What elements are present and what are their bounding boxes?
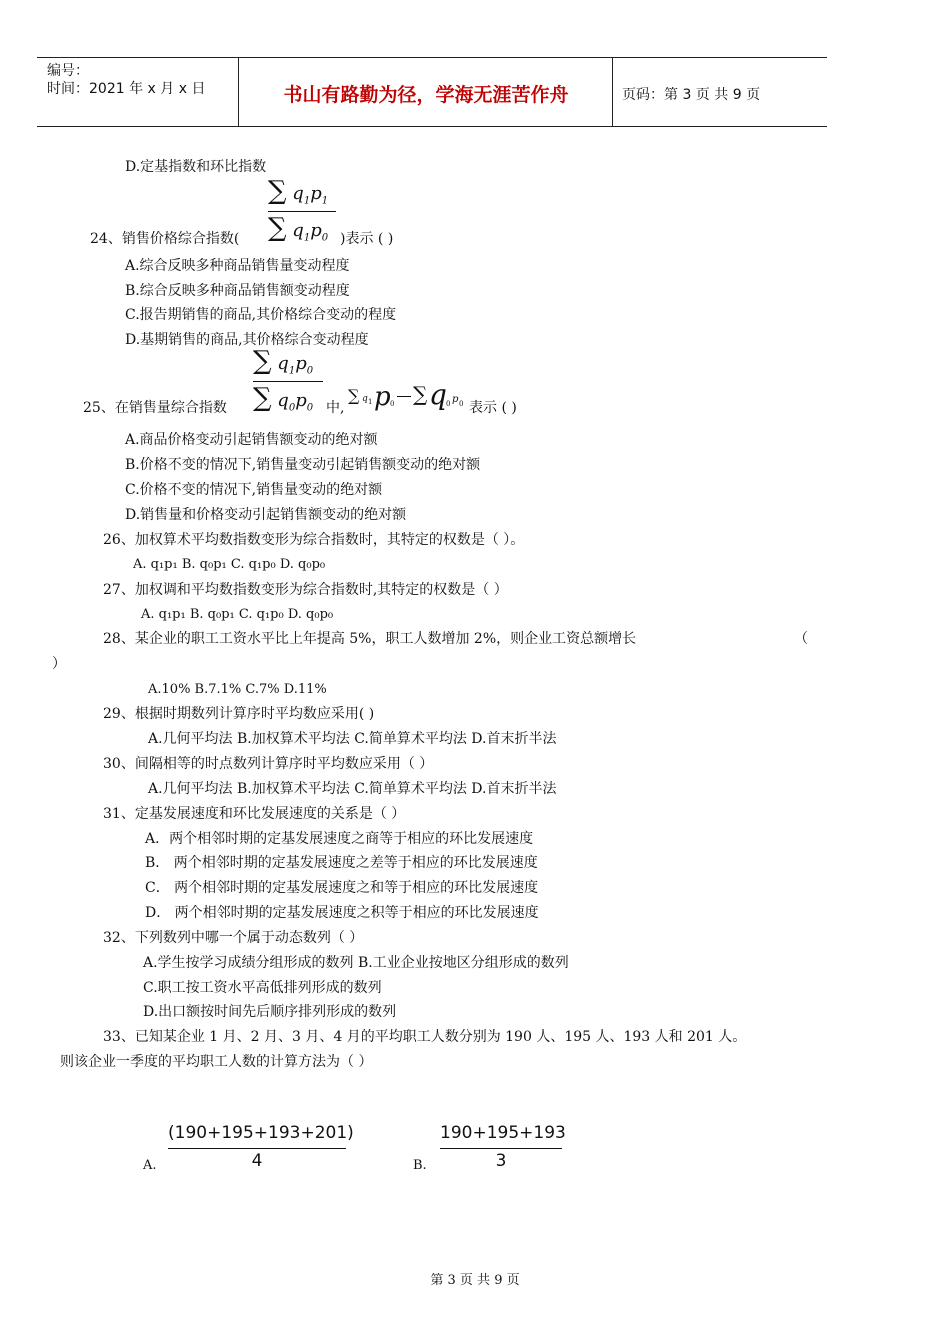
q32-option-d: D.出口额按时间先后顺序排列形成的数列: [143, 1004, 397, 1020]
q32-options-ab: A.学生按学习成绩分组形成的数列 B.工业企业按地区分组形成的数列: [143, 955, 569, 971]
q24-option-d: D.基期销售的商品,其价格综合变动程度: [125, 332, 369, 348]
q25-difference-formula: ∑ q 1 p 0 ∑ q 0 p 0: [348, 378, 464, 412]
q32-option-c: C.职工按工资水平高低排列形成的数列: [143, 980, 382, 996]
q25-option-b: B.价格不变的情况下,销售量变动引起销售额变动的绝对额: [125, 457, 481, 473]
header-divider: [612, 58, 613, 126]
document-number-label: 编号：: [47, 63, 89, 79]
q33-option-a-label: A.: [143, 1158, 157, 1173]
q25-stem: 25、在销售量综合指数: [83, 400, 227, 416]
document-time-label: 时间：2021 年 x 月 x 日: [47, 81, 206, 97]
q24-fraction: ∑ $q_1p_1$ ∑ $q_1p_0$: [268, 176, 338, 248]
q31-stem: 31、定基发展速度和环比发展速度的关系是（ ）: [103, 806, 406, 822]
q28-paren-close: ）: [52, 656, 66, 672]
q23-option-d: D.定基指数和环比指数: [125, 159, 267, 175]
header-divider: [238, 58, 239, 126]
q28-options: A.10% B.7.1% C.7% D.11%: [148, 682, 327, 697]
q30-options: A.几何平均法 B.加权算术平均法 C.简单算术平均法 D.首末折半法: [148, 781, 557, 797]
q24-stem: 24、销售价格综合指数(: [90, 231, 240, 247]
q33-option-b-fraction: 190+195+193 3: [440, 1123, 566, 1171]
q31-option-b: B． 两个相邻时期的定基发展速度之差等于相应的环比发展速度: [145, 855, 538, 871]
q31-option-a: A．两个相邻时期的定基发展速度之商等于相应的环比发展速度: [145, 831, 534, 847]
q25-option-c: C.价格不变的情况下,销售量变动的绝对额: [125, 482, 383, 498]
q25-option-a: A.商品价格变动引起销售额变动的绝对额: [125, 432, 378, 448]
q27-options: A. q₁p₁ B. q₀p₁ C. q₁p₀ D. q₀p₀: [141, 607, 334, 622]
q25-stem-mid: 中,: [326, 400, 345, 416]
q31-option-d: D． 两个相邻时期的定基发展速度之积等于相应的环比发展速度: [145, 905, 539, 921]
page-footer: 第 3 页 共 9 页: [430, 1273, 520, 1288]
q29-options: A.几何平均法 B.加权算术平均法 C.简单算术平均法 D.首末折半法: [148, 731, 557, 747]
q33-option-b-label: B.: [413, 1158, 427, 1173]
q33-stem-line1: 33、已知某企业 1 月、2 月、3 月、4 月的平均职工人数分别为 190 人、195 人、193 人和 201 人。: [103, 1029, 747, 1045]
q24-option-c: C.报告期销售的商品,其价格综合变动的程度: [125, 307, 397, 323]
q28-paren-open: （: [794, 631, 808, 647]
q28-stem: 28、某企业的职工工资水平比上年提高 5%，职工人数增加 2%，则企业工资总额增长: [103, 631, 637, 647]
header-meta: [47, 62, 205, 98]
q24-option-a: A.综合反映多种商品销售量变动程度: [125, 258, 350, 274]
q24-stem-tail: )表示 ( ): [340, 231, 394, 247]
q33-option-a-fraction: (190+195+193+201) 4: [168, 1123, 354, 1171]
q27-stem: 27、加权调和平均数指数变形为综合指数时,其特定的权数是（ ）: [103, 582, 508, 598]
q32-stem: 32、下列数列中哪一个属于动态数列（ ）: [103, 930, 364, 946]
q29-stem: 29、根据时期数列计算序时平均数应采用( ): [103, 706, 375, 722]
q25-stem-tail: 表示 ( ): [469, 400, 517, 416]
q26-stem: 26、加权算术平均数指数变形为综合指数时，其特定的权数是（ ）。: [103, 532, 525, 548]
q25-fraction: ∑ $q_1p_0$ ∑ $q_0p_0$: [253, 346, 325, 418]
q25-option-d: D.销售量和价格变动引起销售额变动的绝对额: [125, 507, 407, 523]
q31-option-c: C． 两个相邻时期的定基发展速度之和等于相应的环比发展速度: [145, 880, 539, 896]
q30-stem: 30、间隔相等的时点数列计算序时平均数应采用（ ）: [103, 756, 434, 772]
header-page-label: 页码：第 3 页 共 9 页: [622, 87, 761, 103]
header-motto: 书山有路勤为径，学海无涯苦作舟: [283, 84, 569, 106]
page-header: [37, 57, 827, 127]
q24-option-b: B.综合反映多种商品销售额变动程度: [125, 283, 350, 299]
q26-options: A. q₁p₁ B. q₀p₁ C. q₁p₀ D. q₀p₀: [133, 557, 326, 572]
q33-stem-line2: 则该企业一季度的平均职工人数的计算方法为（ ）: [60, 1054, 373, 1070]
